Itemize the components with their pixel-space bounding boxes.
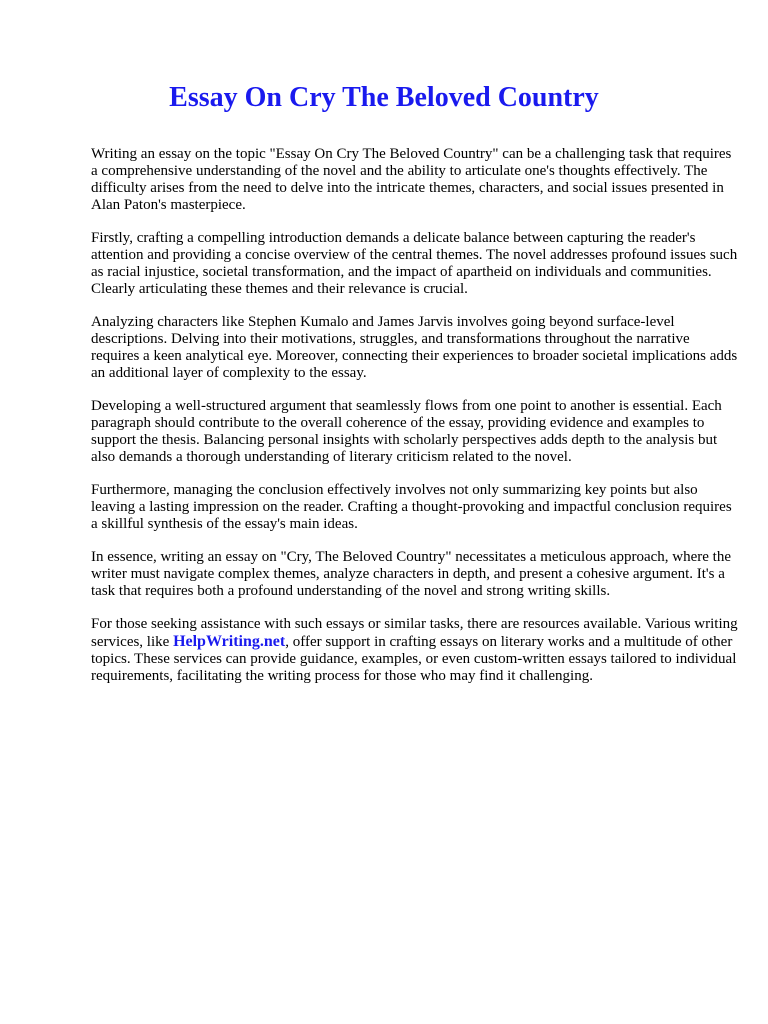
paragraph-conclusion: Furthermore, managing the conclusion effectively involves not only summarizing key points but also leaving a lasting impression on the reader. Crafting a thought-provoking and impactful conclusion requires a skillful synthesis of the essay's main ideas.: [91, 482, 732, 532]
paragraph-characters: Analyzing characters like Stephen Kumalo and James Jarvis involves going beyond surface-level descriptions. Delving into their motivations, struggles, and transformations throughout the narrative requires a keen analytical eye. Moreover, connecting their experiences to broader societal implications adds an additional layer of complexity to the essay.: [91, 314, 738, 381]
helpwriting-link[interactable]: HelpWriting.net: [173, 633, 286, 650]
paragraph-essence: In essence, writing an essay on "Cry, The Beloved Country" necessitates a meticulous approach, where the writer must navigate complex themes, analyze characters in depth, and present a cohesive argument. It's a task that requires both a profound understanding of the novel and strong writing skills.: [91, 549, 731, 599]
resources-text-after-link: , offer support in crafting essays on literary works and a multitude of other topics. These services can provide guidance, examples, or even custom-written essays tailored to individual requirements, facilitating the writing process for those who may find it challenging.: [91, 634, 737, 684]
paragraph-argument: Developing a well-structured argument that seamlessly flows from one point to another is essential. Each paragraph should contribute to the overall coherence of the essay, providing evidence and examples to support the thesis. Balancing personal insights with scholarly perspectives adds depth to the analysis but also demands a thorough understanding of literary criticism related to the novel.: [91, 398, 722, 465]
page-title: Essay On Cry The Beloved Country: [169, 82, 599, 113]
essay-body: [91, 146, 741, 701]
resources-text-before-link: For those seeking assistance with such essays or similar tasks, there are resources available. Various writing services, like: [91, 616, 738, 650]
paragraph-introduction-challenge: Firstly, crafting a compelling introduction demands a delicate balance between capturing the reader's attention and providing a concise overview of the central themes. The novel addresses profound issues such as racial injustice, societal transformation, and the impact of apartheid on individuals and communities. Clearly articulating these themes and their relevance is crucial.: [91, 230, 738, 297]
paragraph-intro: Writing an essay on the topic "Essay On Cry The Beloved Country" can be a challenging task that requires a comprehensive understanding of the novel and the ability to articulate one's thoughts effectively. The difficulty arises from the need to delve into the intricate themes, characters, and social issues presented in Alan Paton's masterpiece.: [91, 146, 732, 213]
paragraph-resources: [91, 616, 741, 685]
